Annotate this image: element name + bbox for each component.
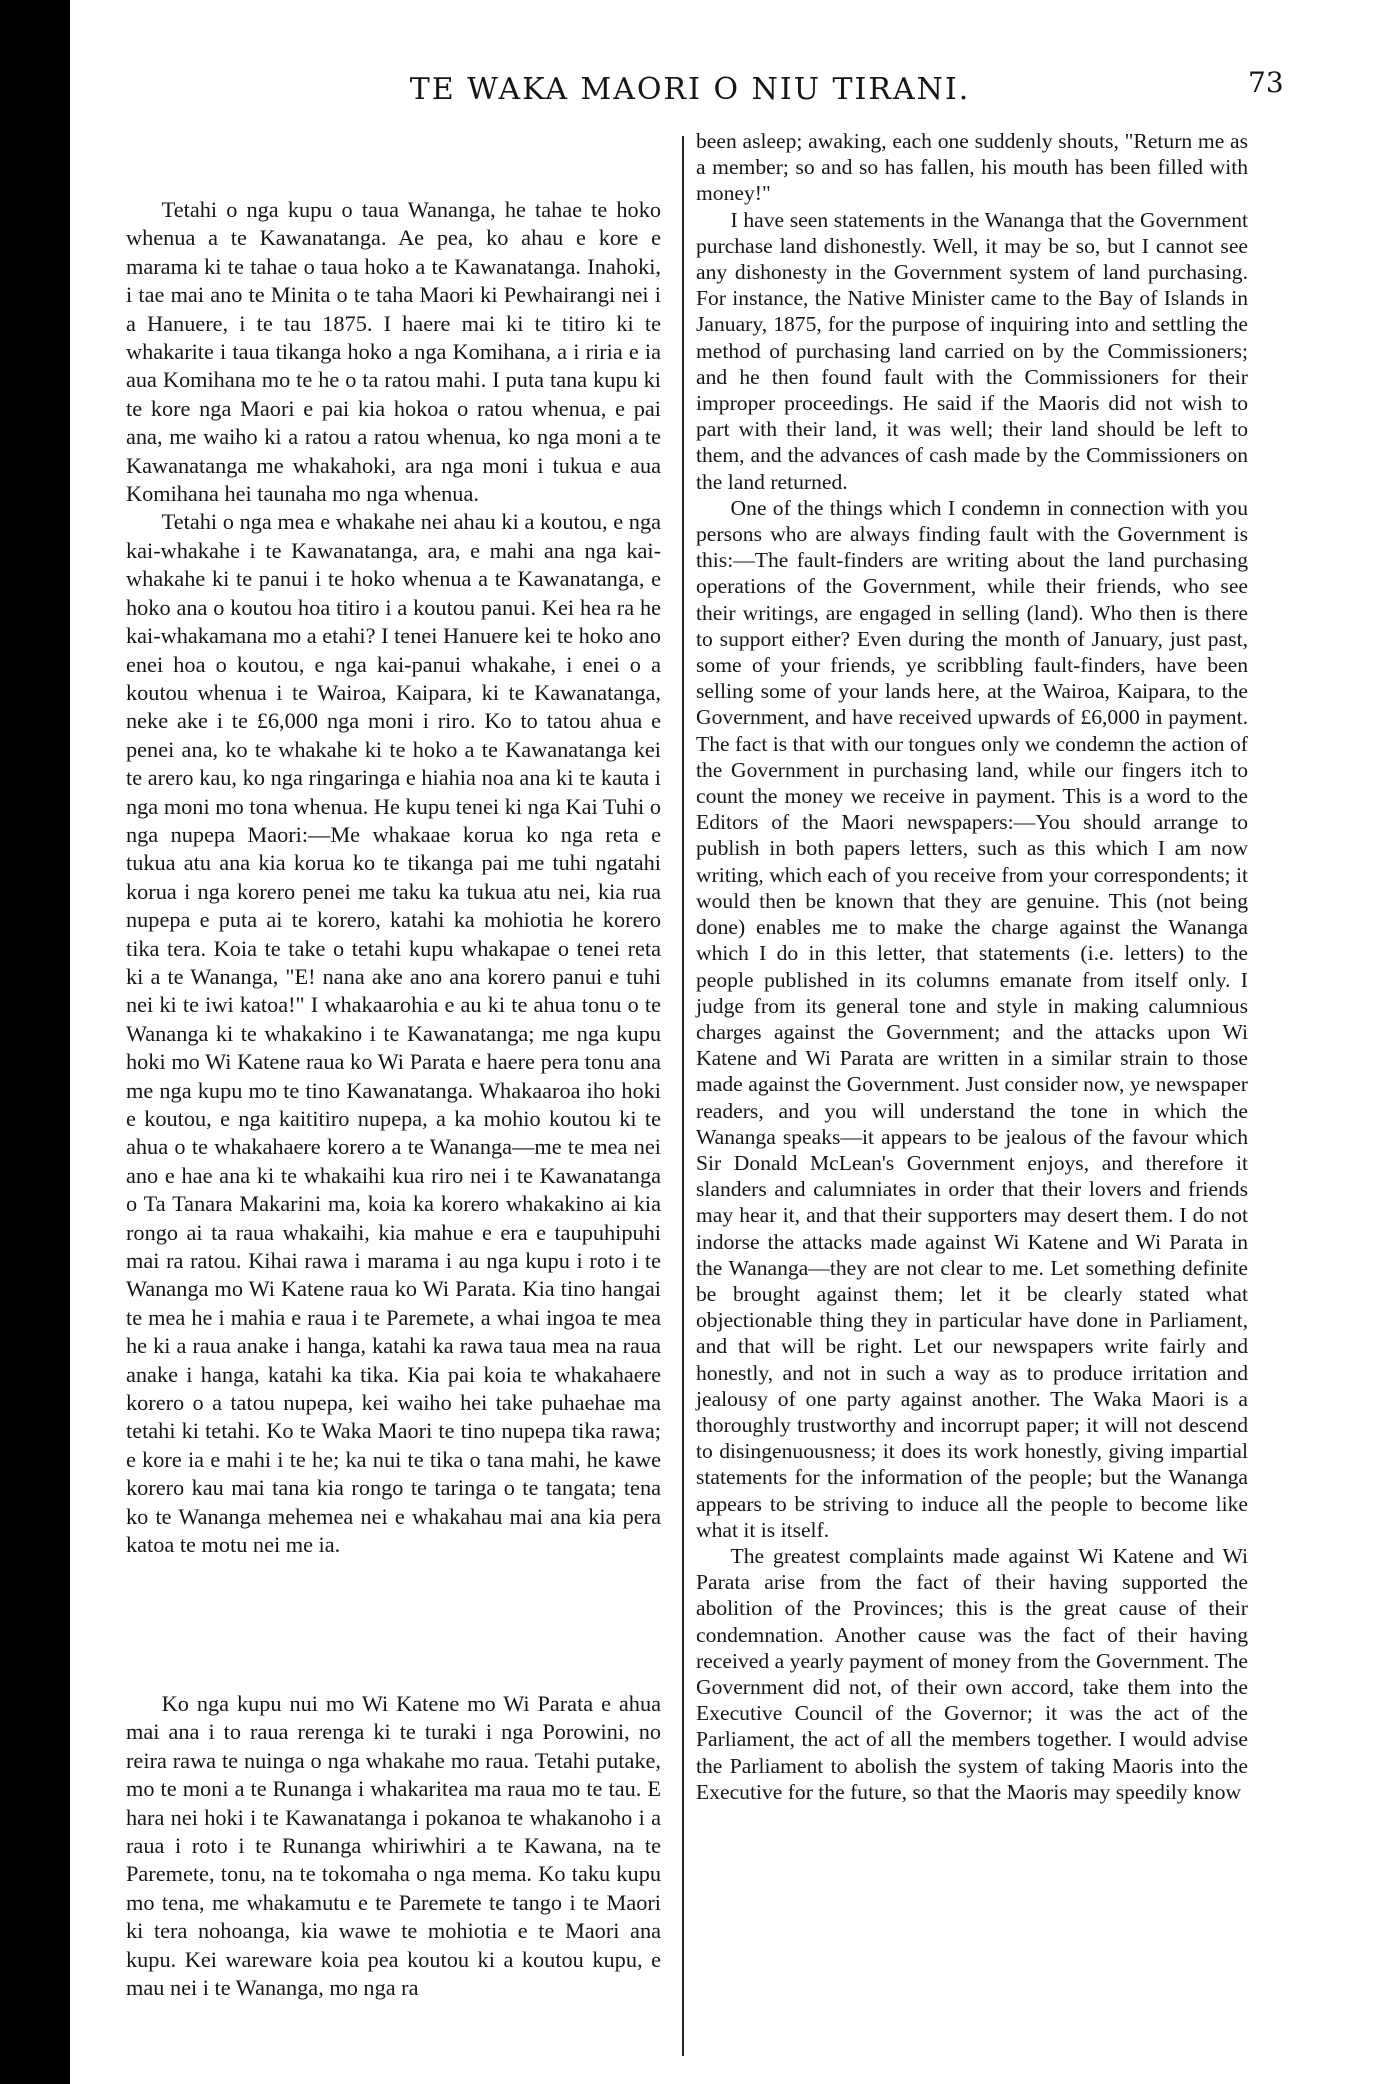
paragraph: The greatest complaints made against Wi Katene and Wi Parata arise from the fact of their having supported the abolition of the Provinces; this is the great cause of their condemnation. Another cause was the fact of their having received a yearly payment of money from the Government. The Government did not, of their own accord, take them into the Executive Council of the Governor; it was the act of the Parliament, the act of all the members together. I would advise the Parliament to abolish the system of taking Maoris into the Executive for the future, so that the Maoris may speedily know: [696, 1543, 1248, 1804]
page-title: TE WAKA MAORI O NIU TIRANI.: [409, 72, 971, 107]
paragraph: One of the things which I condemn in connection with you persons who are always finding fault with the Government is this:—The fault-finders are writing about the land purchasing operations of the Government, while their friends, who see their writings, are engaged in selling (land). Who then is there to support either? Even during the month of January, just past, some of your friends, ye scribbling fault-finders, have been selling some of your lands here, at the Wairoa, Kaipara, to the Government, and have received upwards of £6,000 in payment. The fact is that with our tongues only we condemn the action of the Government in purchasing land, while our fingers itch to count the money we receive in payment. This is a word to the Editors of the Maori newspapers:—You should arrange to publish in both papers letters, such as this which I am now writing, which each of you receive from your correspondents; it would then be known that they are genuine. This (not being done) enables me to make the charge against the Wananga which I do in this letter, that statements (i.e. letters) to the people published in its columns emanate from itself only. I judge from its general tone and style in making calumnious charges against the Government; and the attacks upon Wi Katene and Wi Parata are written in a similar strain to those made against the Government. Just consider now, ye newspaper readers, and you will understand the tone in which the Wananga speaks—it appears to be jealous of the favour which Sir Donald McLean's Government enjoys, and therefore it slanders and calumniates in order that their lovers and friends may hear it, and that their supporters may desert them. I do not indorse the attacks made against Wi Katene and Wi Parata in the Wananga—they are not clear to me. Let something definite be brought against them; let it be clearly stated what objectionable thing they in particular have done in Parliament, and that will be right. Let our newspapers write fairly and honestly, and not in such a way as to produce irritation and jealousy of one party against another. The Waka Maori is a thoroughly trustworthy and incorrupt paper; it will not descend to disingenuousness; it does its work honestly, giving impartial statements for the information of the people; but the Wananga appears to be striving to induce all the people to become like what it is itself.: [696, 495, 1248, 1542]
left-column-maori: [126, 0, 661, 2084]
column-divider: [682, 136, 684, 2056]
right-column-english: [696, 128, 1248, 1805]
left-column-upper-text: [126, 196, 661, 1560]
paragraph: Ko nga kupu nui mo Wi Katene mo Wi Parata e ahua mai ana i to raua rerenga ki te turaki i nga Porowini, no reira rawa te nuinga o nga whakahe mo raua. Tetahi putake, mo te moni a te Runanga i whakaritea ma raua mo te tau. E hara nei hoki i te Kawanatanga i pokanoa te whakanoho i a raua i roto i te Runanga whiriwhiri a te Kawana, na te Paremete, tonu, na te tokomaha o nga mema. Ko taku kupu mo tena, me whakamutu e te Paremete te tango i te Maori ki tera nohoanga, kia wawe te mohiotia e te Maori ana kupu. Kei wareware koia pea koutou ki a koutou kupu, e mau nei i te Wananga, mo nga ra: [126, 1691, 661, 2001]
scan-margin: [0, 0, 70, 2084]
paragraph: I have seen statements in the Wananga that the Government purchase land dishonestly. Well, it may be so, but I cannot see any dishonesty in the Government system of land purchasing. For instance, the Native Minister came to the Bay of Islands in January, 1875, for the purpose of inquiring into and settling the method of purchasing land carried on by the Commissioners; and he then found fault with the Commissioners for their improper proceedings. He said if the Maoris did not wish to part with their land, it was well; their land should be left to them, and the advances of cash made by the Commissioners on the land returned.: [696, 207, 1248, 494]
paragraph: Tetahi o nga kupu o taua Wananga, he tahae te hoko whenua a te Kawanatanga. Ae pea, ko ahau e kore e marama ki te tahae o taua hoko a te Kawanatanga. Inahoki, i tae mai ano te Minita o te taha Maori ki Pewhairangi nei i a Hanuere, i te tau 1875. I haere mai ki te titiro ki te whakarite i taua tikanga hoko a nga Komihana, a i riria e ia aua Komihana mo te he o ta ratou mahi. I puta tana kupu ki te kore nga Maori e pai kia hokoa o ratou whenua, e pai ana, me waiho ki a ratou a ratou whenua, ko nga moni a te Kawanatanga me whakahoki, ara nga moni i tukua e aua Komihana hei taunaha mo nga whenua.: [126, 197, 661, 507]
paragraph: Tetahi o nga mea e whakahe nei ahau ki a koutou, e nga kai-whakahe i te Kawanatanga, ara, e mahi ana nga kai-whakahe ki te panui i te hoko whenua a te Kawanatanga, e hoko ana o koutou hoa titiro i a koutou panui. Kei hea ra he kai-whakamana mo a etahi? I tenei Hanuere kei te hoko ano enei hoa o koutou, e nga kai-panui whakahe, i enei o a koutou whenua i te Wairoa, Kaipara, ki te Kawanatanga, neke ake i te £6,000 nga moni i riro. Ko to tatou ahua e penei ana, ko te whakahe ki te hoko a te Kawanatanga kei te arero kau, ko nga ringaringa e hiahia noa ana ki te kauta i nga moni mo tona whenua. He kupu tenei ki nga Kai Tuhi o nga nupepa Maori:—Me whakaae korua ko nga reta e tukua atu ana kia korua ko te tikanga pai me tuhi ngatahi korua i nga korero penei me taku ka tukua atu nei, kia rua nupepa e puta ai te korero, katahi ka mohiotia he korero tika tera. Koia te take o tetahi kupu whakapae o tenei reta ki a te Wananga, "E! nana ake ano ana korero panui e tuhi nei ki te iwi katoa!" I whakaarohia e au ki te ahua tonu o te Wananga ki te whakakino i te Kawanatanga; me nga kupu hoki mo Wi Katene raua ko Wi Parata e haere pera tonu ana me nga kupu mo te tino Kawanatanga. Whakaaroa iho hoki e koutou, e nga kaititiro nupepa, a ka mohio koutou ki te ahua o te whakahaere korero a te Wananga—me te mea nei ano e hae ana ki te whakaihi kua riro nei i te Kawanatanga o Ta Tanara Makarini ma, koia ka korero whakakino ai kia rongo ai ta raua whakaihi, kia mahue e era e taupuhipuhi mai ra ratou. Kihai rawa i marama i au nga kupu i roto i te Wananga mo Wi Katene raua ko Wi Parata. Kia tino hangai te mea he i mahia e raua i te Paremete, a whai ingoa te mea he ki a raua anake i hanga, katahi ka rawa taua mea na raua anake i hanga, katahi ka tika. Kia pai koia te whakahaere korero o a tatou nupepa, kei waiho hei take puhaehae ma tetahi ki tetahi. Ko te Waka Maori te tino nupepa tika rawa; e kore ia e mahi i te he; ka nui te tika o tana mahi, he kawe korero kau mai tana kia rongo te taringa o te tangata; tena ko te Wananga mehemea nei e whakahau mai ana kia pera katoa te motu nei me ia.: [126, 509, 661, 1558]
paragraph: been asleep; awaking, each one suddenly shouts, "Return me as a member; so and so has fallen, his mouth has been filled with money!": [696, 129, 1248, 206]
left-column-lower-text: [126, 1690, 661, 2002]
page-number: 73: [1248, 66, 1284, 99]
